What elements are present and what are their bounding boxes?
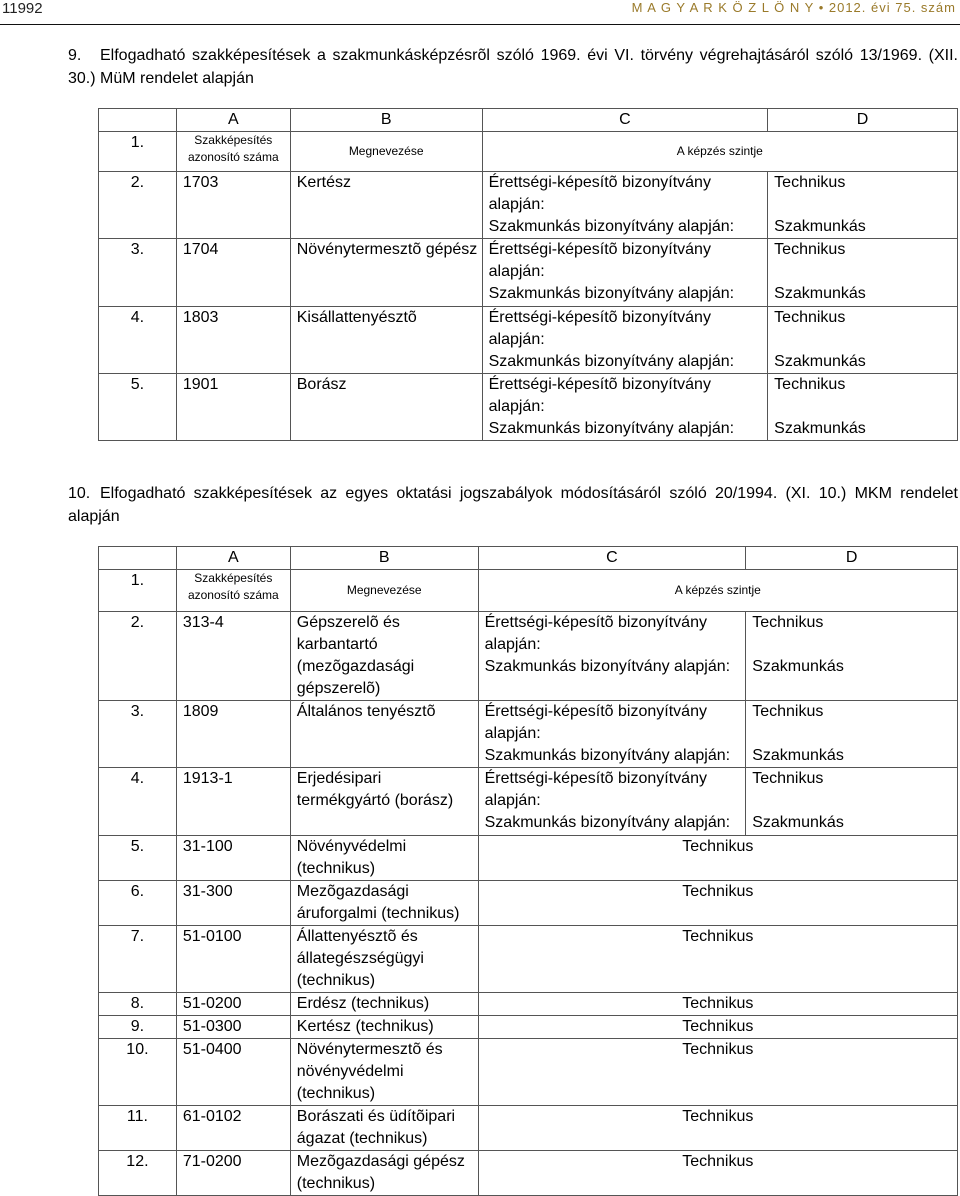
training-level: Technikus: [774, 241, 846, 258]
row-number: 4.: [99, 307, 177, 374]
qualification-id: 31-300: [176, 881, 290, 926]
training-level: Szakmunkás: [752, 747, 844, 764]
section-number: 9.: [68, 47, 82, 64]
row-number: 1.: [99, 570, 177, 612]
column-header-row: [99, 132, 958, 172]
page-number: 11992: [2, 0, 43, 17]
table-row: [99, 307, 958, 374]
level-cell: [768, 307, 958, 374]
qualification-name: Általános tenyésztõ: [290, 701, 478, 768]
header-name: Megnevezése: [290, 570, 478, 612]
qualification-id: 51-0100: [176, 926, 290, 993]
table-row: [99, 374, 958, 441]
prerequisite: Szakmunkás bizonyítvány alapján:: [484, 814, 731, 831]
table-row: [99, 1106, 958, 1151]
row-number: 12.: [99, 1151, 177, 1196]
corner-cell: [99, 547, 177, 570]
section-9-heading: [68, 44, 958, 90]
qualification-name: Kertész (technikus): [290, 1016, 478, 1039]
row-number: 9.: [99, 1016, 177, 1039]
qualification-name: Erdész (technikus): [290, 993, 478, 1016]
header-id: Szakképesítés azonosító száma: [176, 132, 290, 172]
section-number: 10.: [68, 485, 91, 502]
level-cell: [768, 239, 958, 307]
qualification-name: Mezõgazdasági áruforgalmi (technikus): [290, 881, 478, 926]
column-letter: C: [482, 109, 768, 132]
qualification-id: 51-0400: [176, 1039, 290, 1106]
qualification-id: 51-0300: [176, 1016, 290, 1039]
qualification-id: 51-0200: [176, 993, 290, 1016]
row-number: 4.: [99, 768, 177, 836]
prerequisite-cell: [482, 239, 768, 307]
qualifications-table-1: [98, 108, 958, 441]
level-cell: [746, 768, 958, 836]
qualification-id: 1913-1: [176, 768, 290, 836]
row-number: 2.: [99, 612, 177, 701]
level-cell: [768, 374, 958, 441]
training-level: Technikus: [774, 309, 846, 326]
header-level: A képzés szintje: [482, 132, 957, 172]
prerequisite: Érettségi-képesítõ bizonyítvány alapján:: [484, 703, 707, 742]
corner-cell: [99, 109, 177, 132]
prerequisite: Szakmunkás bizonyítvány alapján:: [488, 420, 735, 437]
qualification-id: 61-0102: [176, 1106, 290, 1151]
row-number: 2.: [99, 172, 177, 239]
section-10-heading: [68, 482, 958, 528]
training-level: Technikus: [478, 1039, 957, 1106]
qualification-name: Állattenyésztõ és állategészségügyi (technikus): [290, 926, 478, 993]
qualification-name: Kisállattenyésztõ: [290, 307, 482, 374]
prerequisite: Érettségi-képesítõ bizonyítvány alapján:: [488, 174, 711, 213]
column-letter: D: [768, 109, 958, 132]
column-letter: B: [290, 547, 478, 570]
prerequisite: Érettségi-képesítõ bizonyítvány alapján:: [488, 309, 711, 348]
section-text: Elfogadható szakképesítések a szakmunkásképzésrõl szóló 1969. évi VI. törvény végrehajtásáról szóló 13/1969. (XII. 30.) MüM rendelet alapján: [68, 47, 958, 87]
qualification-name: Gépszerelõ és karbantartó (mezõgazdasági gépszerelõ): [290, 612, 478, 701]
qualification-id: 1803: [176, 307, 290, 374]
training-level: Szakmunkás: [774, 218, 866, 235]
row-number: 5.: [99, 836, 177, 881]
qualification-name: Növénytermesztõ és növényvédelmi (technikus): [290, 1039, 478, 1106]
prerequisite: Érettségi-képesítõ bizonyítvány alapján:: [488, 241, 711, 280]
qualification-id: 31-100: [176, 836, 290, 881]
table-row: [99, 836, 958, 881]
training-level: Technikus: [774, 174, 846, 191]
training-level: Technikus: [752, 770, 824, 787]
prerequisite: Érettségi-képesítõ bizonyítvány alapján:: [488, 376, 711, 415]
training-level: Szakmunkás: [774, 420, 866, 437]
qualification-name: Erjedésipari termékgyártó (borász): [290, 768, 478, 836]
training-level: Szakmunkás: [752, 658, 844, 675]
qualification-name: Mezõgazdasági gépész (technikus): [290, 1151, 478, 1196]
table-row: [99, 768, 958, 836]
qualification-id: 1703: [176, 172, 290, 239]
column-header-row: [99, 570, 958, 612]
level-cell: [746, 612, 958, 701]
table-row: [99, 881, 958, 926]
prerequisite-cell: [478, 701, 746, 768]
qualification-id: 313-4: [176, 612, 290, 701]
prerequisite-cell: [482, 307, 768, 374]
column-letter: C: [478, 547, 746, 570]
training-level: Technikus: [774, 376, 846, 393]
training-level: Szakmunkás: [774, 353, 866, 370]
qualification-id: 1809: [176, 701, 290, 768]
prerequisite: Szakmunkás bizonyítvány alapján:: [488, 353, 735, 370]
prerequisite: Szakmunkás bizonyítvány alapján:: [488, 218, 735, 235]
section-text: Elfogadható szakképesítések az egyes oktatási jogszabályok módosításáról szóló 20/1994. (XI. 10.) MKM rendelet alapján: [68, 485, 958, 525]
training-level: Technikus: [478, 881, 957, 926]
column-letter: B: [290, 109, 482, 132]
column-letter: A: [176, 547, 290, 570]
training-level: Technikus: [478, 836, 957, 881]
prerequisite-cell: [482, 172, 768, 239]
qualification-name: Kertész: [290, 172, 482, 239]
row-number: 6.: [99, 881, 177, 926]
prerequisite: Érettségi-képesítõ bizonyítvány alapján:: [484, 614, 707, 653]
qualification-id: 1901: [176, 374, 290, 441]
training-level: Technikus: [478, 993, 957, 1016]
table-row: [99, 239, 958, 307]
qualification-name: Borászati és üdítõipari ágazat (technikus): [290, 1106, 478, 1151]
page-header: [0, 0, 960, 25]
training-level: Szakmunkás: [774, 285, 866, 302]
column-letter-row: [99, 109, 958, 132]
table-row: [99, 993, 958, 1016]
row-number: 1.: [99, 132, 177, 172]
qualification-name: Növénytermesztõ gépész: [290, 239, 482, 307]
level-cell: [746, 701, 958, 768]
prerequisite: Szakmunkás bizonyítvány alapján:: [484, 658, 731, 675]
training-level: Szakmunkás: [752, 814, 844, 831]
header-id: Szakképesítés azonosító száma: [176, 570, 290, 612]
prerequisite: Szakmunkás bizonyítvány alapján:: [484, 747, 731, 764]
column-letter: D: [746, 547, 958, 570]
training-level: Technikus: [478, 926, 957, 993]
row-number: 5.: [99, 374, 177, 441]
training-level: Technikus: [478, 1106, 957, 1151]
qualification-id: 1704: [176, 239, 290, 307]
row-number: 3.: [99, 239, 177, 307]
prerequisite: Szakmunkás bizonyítvány alapján:: [488, 285, 735, 302]
training-level: Technikus: [752, 614, 824, 631]
qualification-id: 71-0200: [176, 1151, 290, 1196]
table-row: [99, 612, 958, 701]
header-level: A képzés szintje: [478, 570, 957, 612]
table-row: [99, 1016, 958, 1039]
row-number: 3.: [99, 701, 177, 768]
training-level: Technikus: [478, 1151, 957, 1196]
row-number: 8.: [99, 993, 177, 1016]
training-level: Technikus: [478, 1016, 957, 1039]
journal-title: M A G Y A R K Ö Z L Ö N Y • 2012. évi 75. szám: [631, 0, 956, 15]
table-row: [99, 1151, 958, 1196]
qualification-name: Növényvédelmi (technikus): [290, 836, 478, 881]
training-level: Technikus: [752, 703, 824, 720]
prerequisite-cell: [482, 374, 768, 441]
column-letter: A: [176, 109, 290, 132]
table-row: [99, 172, 958, 239]
prerequisite: Érettségi-képesítõ bizonyítvány alapján:: [484, 770, 707, 809]
row-number: 7.: [99, 926, 177, 993]
table-row: [99, 701, 958, 768]
row-number: 11.: [99, 1106, 177, 1151]
row-number: 10.: [99, 1039, 177, 1106]
qualification-name: Borász: [290, 374, 482, 441]
prerequisite-cell: [478, 768, 746, 836]
header-name: Megnevezése: [290, 132, 482, 172]
prerequisite-cell: [478, 612, 746, 701]
column-letter-row: [99, 547, 958, 570]
table-row: [99, 1039, 958, 1106]
level-cell: [768, 172, 958, 239]
qualifications-table-2: [98, 546, 958, 1196]
table-row: [99, 926, 958, 993]
